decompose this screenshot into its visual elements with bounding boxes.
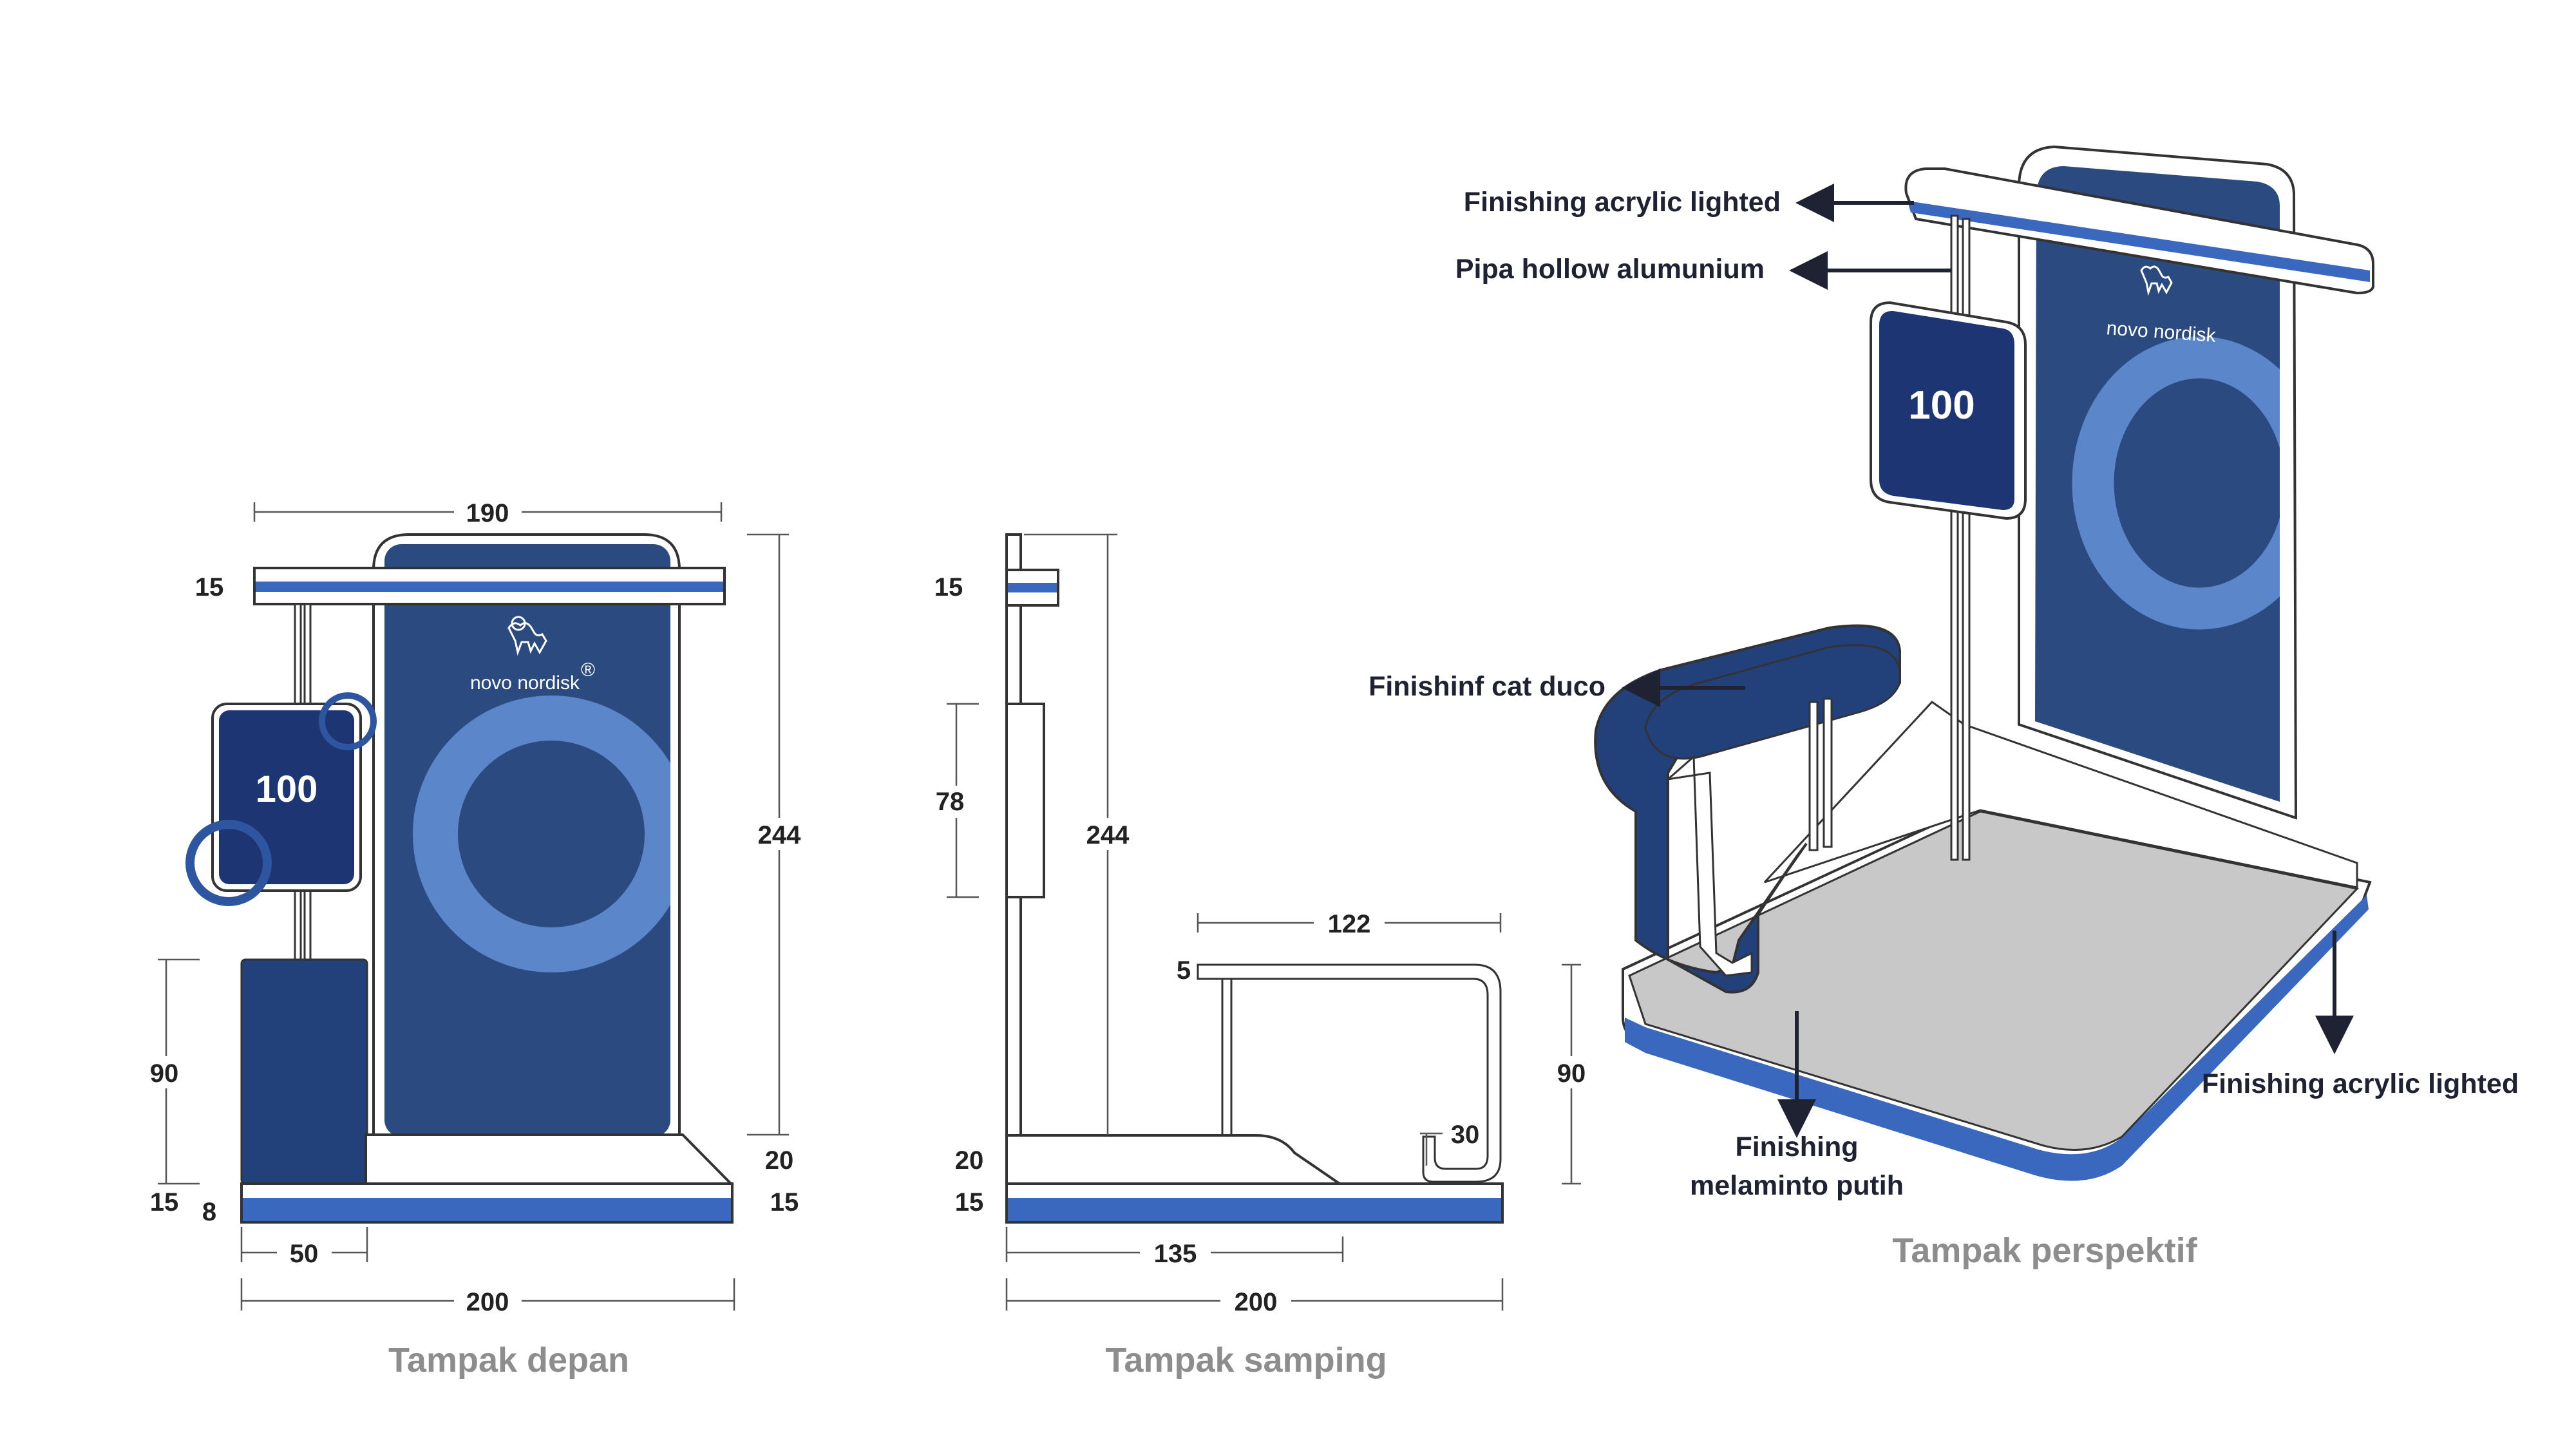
front-view (142, 496, 811, 1379)
dim-side-desk-height: 90 (1557, 1059, 1586, 1088)
dim-front-width-total: 200 (466, 1288, 509, 1316)
signboard-badge: 100 (255, 768, 318, 810)
side-view (927, 535, 1597, 1379)
dim-side-top-band: 15 (934, 573, 963, 601)
side-signboard (1007, 704, 1044, 897)
callout-pipe: Pipa hollow alumunium (1455, 254, 1765, 285)
caption-perspective: Tampak perspektif (1892, 1231, 2197, 1270)
brand-name: novo nordisk (469, 672, 580, 694)
persp-desk-post-2 (1824, 699, 1832, 847)
persp-brand-name: novo nordisk (2105, 317, 2217, 346)
side-floor-step (1007, 1135, 1340, 1184)
dim-side-floor-depth: 135 (1153, 1240, 1197, 1268)
dim-front-base-right: 15 (770, 1188, 799, 1217)
callout-melamine-line1: Finishing (1735, 1132, 1859, 1162)
persp-signboard-badge: 100 (1908, 383, 1975, 428)
caption-front: Tampak depan (388, 1341, 630, 1379)
persp-desk-post-1 (1810, 702, 1817, 850)
dim-side-desk-top: 5 (1176, 956, 1191, 985)
dim-front-base-inner: 8 (202, 1198, 217, 1226)
dim-front-counter-width: 50 (289, 1240, 319, 1268)
dim-side-width-total: 200 (1234, 1288, 1278, 1316)
dim-front-floor-step: 20 (764, 1146, 794, 1175)
dim-side-base: 15 (954, 1188, 984, 1217)
counter-box (242, 960, 367, 1184)
persp-desk-top (1645, 645, 1900, 759)
callout-melamine-line2: melaminto putih (1689, 1170, 1904, 1201)
brand-mark: ® (581, 659, 596, 681)
floor-step (366, 1135, 731, 1184)
callout-duco: Finishinf cat duco (1368, 671, 1605, 702)
dim-front-counter-height: 90 (149, 1059, 179, 1088)
perspective-view (1368, 147, 2519, 1270)
dim-side-desk-depth: 122 (1327, 910, 1371, 938)
dim-side-floor-step: 20 (954, 1146, 984, 1175)
dim-front-width-top: 190 (466, 499, 509, 527)
dim-side-height: 244 (1086, 821, 1130, 849)
dim-front-base-left: 15 (149, 1188, 179, 1217)
side-desk-post (1222, 979, 1231, 1137)
dim-front-top-band: 15 (194, 573, 224, 601)
dim-side-desk-radius: 30 (1450, 1121, 1480, 1149)
caption-side: Tampak samping (1105, 1341, 1387, 1379)
callout-acrylic-base: Finishing acrylic lighted (2201, 1068, 2519, 1099)
dim-front-height: 244 (757, 821, 801, 849)
callout-acrylic-top: Finishing acrylic lighted (1463, 187, 1781, 218)
dim-side-signboard: 78 (935, 788, 965, 816)
